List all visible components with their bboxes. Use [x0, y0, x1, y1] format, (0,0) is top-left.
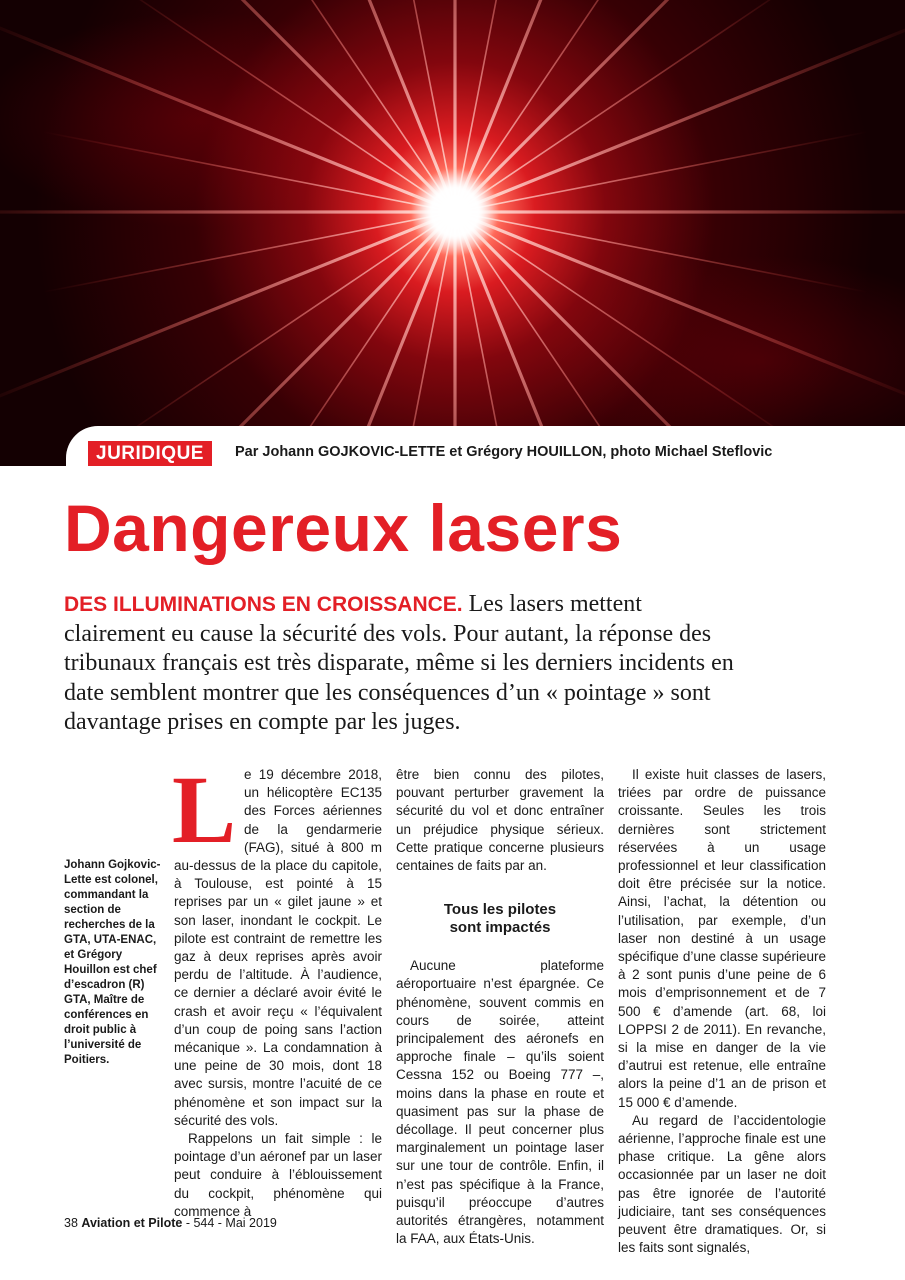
article-lead	[64, 590, 744, 738]
col2-paragraph-2: Aucune plateforme aéroportuaire n’est épargnée. Ce phénomène, souvent commis en cours de soirée, atteint principalement des aéronefs en approche finale – qu’ils soient Cessna 152 ou Boeing 777 –, moins dans la phase en route et quasiment pas sur la phase de décollage. Il peut concerner plus marginalement un pointage laser sur une tour de contrôle. Enfin, il n’est pas spécifique à la France, puisqu’il préoccupe d’autres autorités étrangères, notamment la FAA, aux États-Unis.	[396, 958, 604, 1247]
laser-starburst-icon	[0, 0, 905, 466]
col1-paragraph-2: Rappelons un fait simple : le pointage d’un aéronef par un laser peut conduire à l’éblouissement du cockpit, phénomène qui commence à	[174, 1131, 382, 1219]
lead-text: Les lasers mettent clairement eu cause la sécurité des vols. Pour autant, la réponse des tribunaux français est très disparate, même si les derniers incidents en date semblent montrer que les conséquences d’un « pointage » sont davantage prises en compte par les juges.	[64, 591, 734, 735]
byline: Par Johann GOJKOVIC-LETTE et Grégory HOUILLON, photo Michael Steflovic	[235, 444, 773, 460]
hero-laser-photo	[0, 0, 905, 466]
subheading	[396, 901, 604, 937]
subheading-line-2: sont impactés	[449, 919, 551, 937]
page-number: 38	[64, 1216, 78, 1230]
page-footer	[64, 1216, 277, 1230]
section-rubric: JURIDIQUE	[88, 441, 212, 466]
col2-paragraph-1: être bien connu des pilotes, pouvant perturber gravement la sécurité du vol et donc entraîner un préjudice physique sérieux. Cette pratique concerne plusieurs centaines de faits par an.	[396, 767, 604, 874]
article-column-1	[172, 756, 382, 1219]
lead-kicker: DES ILLUMINATIONS EN CROISSANCE.	[64, 593, 463, 616]
article-column-3	[618, 766, 826, 1256]
col3-paragraph-1: Il existe huit classes de lasers, triées par ordre de puissance croissante. Seules les trois dernières sont strictement réservées à un usage professionnel et leur classification doit être précisée sur la notice. Ainsi, l’achat, la détention ou l’utilisation, par exemple, d’un laser non destiné à un usage spécifique d’une classe supérieure à 2 sont punis d’une peine de 6 mois d’emprisonnement et de 7 500 € d’amende (art. 68, loi LOPPSI 2 de 2011). En revanche, si la mise en danger de la vie d’autrui est retenue, elle entraîne alors la peine d’1 an de prison et 15 000 € d’amende.	[618, 767, 826, 1110]
author-note: Johann Gojkovic-Lette est colonel, commandant la section de recherches de la GTA, UTA-ENAC, et Grégory Houillon est chef d’escadron (R) GTA, Maître de conférences en droit public à l’université de Poitiers.	[64, 859, 161, 1066]
issue-info: - 544 - Mai 2019	[185, 1216, 277, 1230]
magazine-name: Aviation et Pilote	[81, 1216, 183, 1230]
subheading-line-1: Tous les pilotes	[443, 901, 557, 919]
article-title: Dangereux lasers	[64, 491, 623, 565]
col1-paragraph-1: e 19 décembre 2018, un hélicoptère EC135 des Forces aériennes de la gendarmerie (FAG), situé à 800 m au-dessus de la place du capitole, à Toulouse, est pointé à 15 reprises par un « gilet jaune » et son laser, inondant le cockpit. Le pilote est contraint de remettre les gaz à deux reprises après avoir perdu de l’altitude. À l’audience, ce dernier a déclaré avoir évité le crash et avoir reçu « l’équivalent d’un coup de poing sans l’action mécanique ». La condamnation à une peine de 30 mois, dont 18 avec sursis, montre l’acuité de ce phénomène et son impact sur la sécurité des vols.	[174, 767, 382, 1128]
drop-cap: L	[172, 756, 237, 863]
col3-paragraph-2: Au regard de l’accidentologie aérienne, l’approche finale est une phase critique. La gêne alors occasionnée par un laser ne doit pas être ignorée de l’autorité judiciaire, tant ses conséquences peuvent être dramatiques. Or, si les faits sont signalés,	[618, 1112, 826, 1256]
article-column-2	[396, 766, 604, 1247]
